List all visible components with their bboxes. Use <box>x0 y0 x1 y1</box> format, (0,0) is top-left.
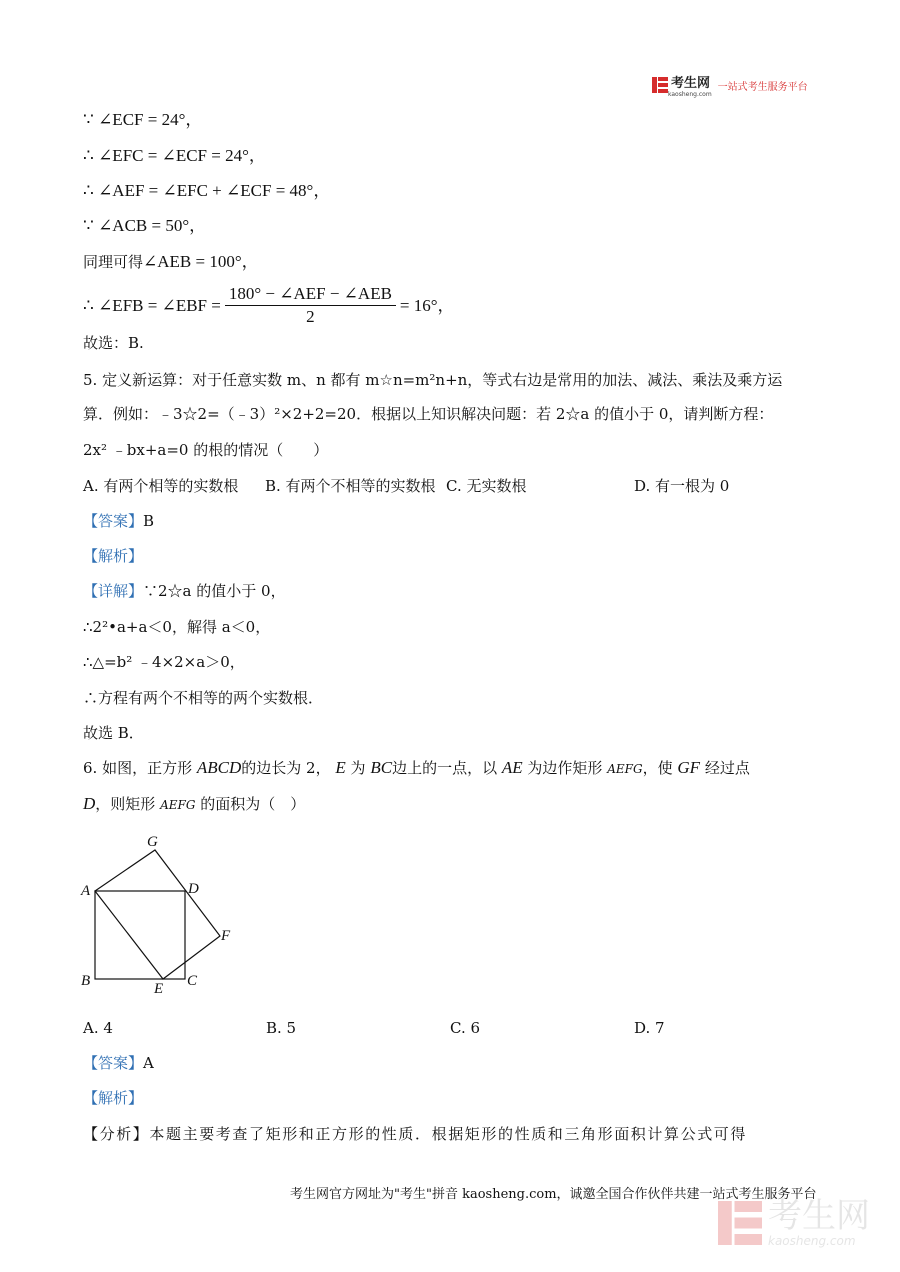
logo-name: 考生网 <box>671 76 711 91</box>
label-e: E <box>154 981 164 997</box>
footer-text: 考生网官方网址为"考生"拼音 kaosheng.com，诚邀全国合作伙伴共建一站式考生服务平台 <box>290 1187 817 1202</box>
answer-value: A <box>143 1054 154 1072</box>
fenxi-line: 【分析】本题主要考查了矩形和正方形的性质．根据矩形的性质和三角形面积计算公式可得 <box>83 1125 748 1143</box>
question-text: 算．例如：﹣3☆2=（﹣3）²×2+2=20．根据以上知识解决问题：若 2☆a 的值小于 0，请判断方程： <box>83 405 774 423</box>
detail-line: 故选 B． <box>83 724 144 742</box>
solution-line: ∴ ∠AEF = ∠EFC + ∠ECF = 48°， <box>83 181 331 200</box>
solution-choice: 故选：B. <box>83 334 144 352</box>
watermark-logo-icon <box>718 1198 762 1248</box>
option-b: B. 5 <box>266 1019 297 1037</box>
option-b: B. 有两个不相等的实数根 <box>265 477 436 495</box>
answer-tag: 【答案】 <box>83 512 144 530</box>
solution-line: ∵ ∠ECF = 24°， <box>83 110 203 129</box>
detail-line: ∴△=b² ﹣4×2×a＞0， <box>83 653 245 671</box>
question-text: 5. 定义新运算：对于任意实数 m、n 都有 m☆n=m²n+n，等式右边是常用的加法、减法、乘法及乘方运 <box>83 371 783 389</box>
geometry-figure <box>75 828 245 998</box>
label-b: B <box>81 973 91 989</box>
question-text: 2x² ﹣bx+a=0 的根的情况（ ） <box>83 441 329 459</box>
question-text: D，则矩形 AEFG 的面积为（ ） <box>83 794 306 813</box>
answer-value: B <box>143 512 155 530</box>
option-d: D. 有一根为 0 <box>634 477 730 495</box>
watermark <box>718 1198 870 1248</box>
analysis-tag: 【解析】 <box>83 1089 144 1107</box>
solution-line: ∴ ∠EFC = ∠ECF = 24°， <box>83 146 266 165</box>
header-slogan: 一站式考生服务平台 <box>717 81 808 93</box>
detail-tag: 【详解】 <box>83 582 144 600</box>
answer-line <box>83 1053 154 1073</box>
label-a: A <box>81 883 91 899</box>
header-logo <box>652 72 808 98</box>
detail-line: ∴方程有两个不相等的两个实数根． <box>83 689 324 707</box>
label-f: F <box>221 928 231 944</box>
option-d: D. 7 <box>634 1019 665 1037</box>
square-abcd <box>95 891 185 979</box>
solution-fraction-line: ∴ ∠EFB = ∠EBF = $\frac{\text{180° − ∠AEF − ∠AEB}}{2}$ = 16°， <box>83 284 455 326</box>
option-a: A. 4 <box>83 1019 113 1037</box>
detail-line: ∴2²•a+a＜0，解得 a＜0， <box>83 618 271 636</box>
watermark-name: 考生网 <box>768 1196 870 1236</box>
logo-url: kaosheng.com <box>668 91 712 98</box>
solution-line: ∵ ∠ACB = 50°， <box>83 216 207 235</box>
watermark-url: kaosheng.com <box>768 1234 856 1248</box>
answer-line <box>83 511 154 531</box>
solution-line: 同理可得∠AEB = 100°， <box>83 252 259 271</box>
rectangle-aefg <box>95 850 220 979</box>
label-g: G <box>147 834 158 850</box>
label-c: C <box>187 973 198 989</box>
answer-tag: 【答案】 <box>83 1054 144 1072</box>
detail-line: 【详解】∵2☆a 的值小于 0， <box>83 582 286 600</box>
fenxi-tag: 【分析】 <box>83 1125 150 1143</box>
option-a: A. 有两个相等的实数根 <box>83 477 239 495</box>
fraction: $\frac{\text{180° − ∠AEF − ∠AEB}}{2}$ <box>225 283 396 328</box>
option-c: C. 无实数根 <box>446 477 527 495</box>
logo-icon <box>652 77 668 93</box>
question-text: 6. 如图，正方形 ABCD的边长为 2， E 为 BC边上的一点，以 AE 为边作矩形 AEFG，使 GF 经过点 <box>83 758 750 777</box>
label-d: D <box>188 881 199 897</box>
analysis-tag: 【解析】 <box>83 547 144 565</box>
option-c: C. 6 <box>450 1019 481 1037</box>
